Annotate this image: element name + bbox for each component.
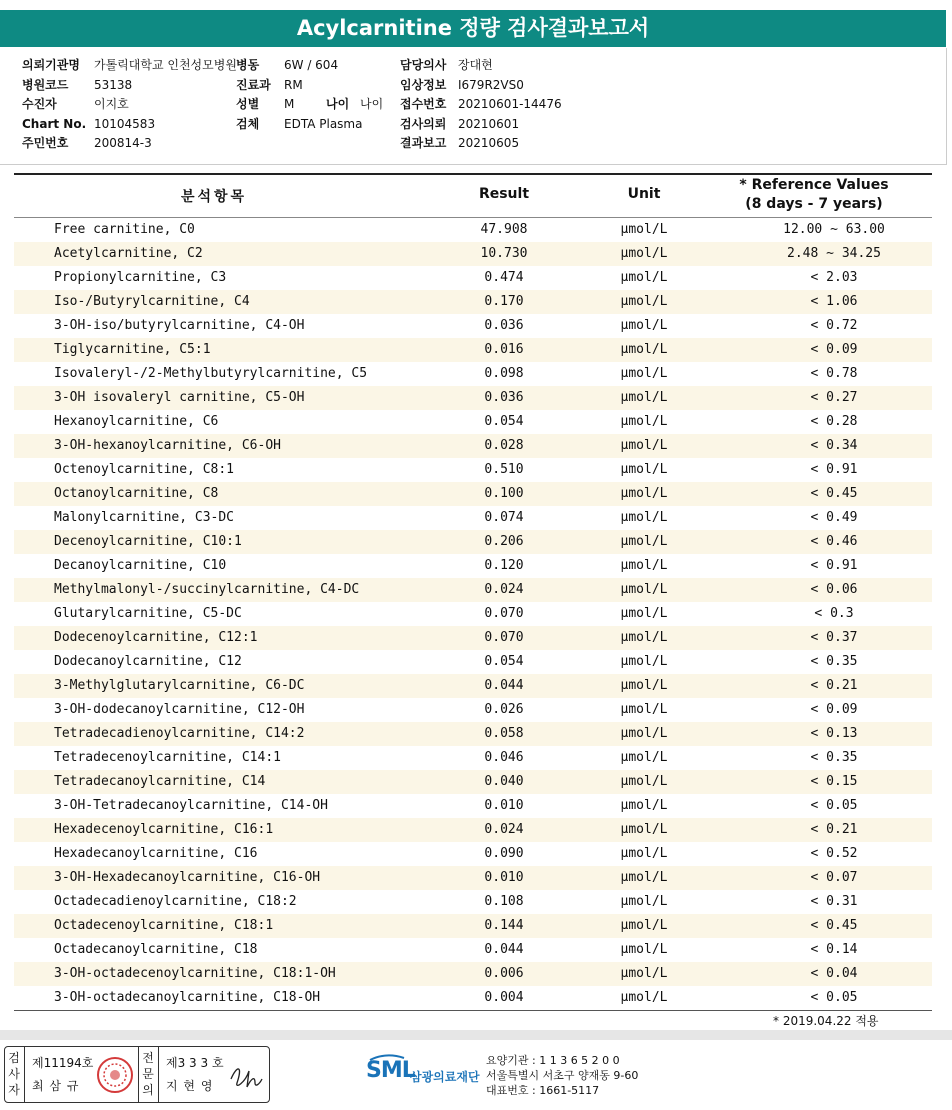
result-value: 0.098 <box>484 366 524 381</box>
analyte-name: 3-OH-Tetradecanoylcarnitine, C14-OH <box>54 798 328 813</box>
table-row <box>14 290 932 314</box>
table-header <box>14 175 932 217</box>
official-seal-icon <box>95 1055 135 1095</box>
value-sex: M <box>284 97 295 111</box>
result-value: 0.090 <box>484 846 524 861</box>
reference-value: < 2.03 <box>810 270 858 285</box>
unit-value: μmol/L <box>620 246 668 261</box>
analyte-name: 3-OH isovaleryl carnitine, C5-OH <box>54 390 305 405</box>
table-row <box>14 434 932 458</box>
value-patient: 이지호 <box>94 97 129 111</box>
reference-value: < 0.15 <box>810 774 858 789</box>
table-row <box>14 890 932 914</box>
analyte-name: 3-OH-iso/butyrylcarnitine, C4-OH <box>54 318 305 333</box>
reference-value: < 0.35 <box>810 654 858 669</box>
reference-value: 12.00 ~ 63.00 <box>783 222 885 237</box>
reference-value: < 0.21 <box>810 822 858 837</box>
result-value: 0.058 <box>484 726 524 741</box>
reference-value: < 0.3 <box>814 606 854 621</box>
unit-value: μmol/L <box>620 846 668 861</box>
table-row <box>14 362 932 386</box>
info-col-2 <box>236 56 383 134</box>
reference-value: < 0.45 <box>810 486 858 501</box>
reference-value: < 0.14 <box>810 942 858 957</box>
doctor-label: 전 문 의 <box>142 1051 154 1097</box>
result-value: 0.036 <box>484 318 524 333</box>
table-bottom-rule <box>14 1010 932 1011</box>
table-row <box>14 962 932 986</box>
footer-separator <box>0 1030 952 1040</box>
analyte-name: Dodecenoylcarnitine, C12:1 <box>54 630 258 645</box>
analyte-name: Octenoylcarnitine, C8:1 <box>54 462 235 477</box>
reference-value: < 0.37 <box>810 630 858 645</box>
value-physician: 장대현 <box>458 58 493 72</box>
value-report-date: 20210605 <box>458 136 520 150</box>
value-clinical-info: I679R2VS0 <box>458 77 524 92</box>
value-institution: 가톨릭대학교 인천성모병원 <box>94 58 237 72</box>
unit-value: μmol/L <box>620 870 668 885</box>
analyte-name: Hexadecanoylcarnitine, C16 <box>54 846 258 861</box>
unit-value: μmol/L <box>620 342 668 357</box>
analyte-name: 3-OH-octadecanoylcarnitine, C18-OH <box>54 990 321 1005</box>
result-value: 47.908 <box>480 222 528 237</box>
result-value: 0.510 <box>484 462 524 477</box>
label-resident-no: 주민번호 <box>22 136 69 150</box>
label-specimen: 검체 <box>236 116 260 131</box>
result-value: 0.144 <box>484 918 524 933</box>
header-ref-range: (8 days - 7 years) <box>745 196 883 212</box>
reference-value: < 0.09 <box>810 342 858 357</box>
result-value: 0.070 <box>484 606 524 621</box>
header-ref-values: * Reference Values <box>739 177 889 193</box>
unit-value: μmol/L <box>620 534 668 549</box>
table-row <box>14 914 932 938</box>
analyte-name: Hexadecenoylcarnitine, C16:1 <box>54 822 274 837</box>
unit-value: μmol/L <box>620 630 668 645</box>
reference-value: < 0.35 <box>810 750 858 765</box>
analyte-name: 3-Methylglutarylcarnitine, C6-DC <box>54 678 305 693</box>
doctor-license-no: 제3 3 3 호 <box>166 1056 224 1070</box>
result-value: 0.024 <box>484 582 524 597</box>
unit-value: μmol/L <box>620 894 668 909</box>
info-col-3 <box>400 56 562 154</box>
reference-value: < 0.06 <box>810 582 858 597</box>
reference-value: < 0.28 <box>810 414 858 429</box>
label-receipt-no: 접수번호 <box>400 97 447 111</box>
unit-value: μmol/L <box>620 942 668 957</box>
reference-value: < 0.21 <box>810 678 858 693</box>
table-row <box>14 266 932 290</box>
analyte-name: Methylmalonyl-/succinylcarnitine, C4-DC <box>54 582 360 597</box>
analyte-name: Octanoylcarnitine, C8 <box>54 486 219 501</box>
result-value: 0.206 <box>484 534 524 549</box>
table-row <box>14 602 932 626</box>
org-name: 삼광의료재단 <box>410 1070 480 1084</box>
table-row <box>14 482 932 506</box>
table-row <box>14 242 932 266</box>
analyte-name: Acetylcarnitine, C2 <box>54 246 203 261</box>
unit-value: μmol/L <box>620 462 668 477</box>
label-physician: 담당의사 <box>400 58 447 72</box>
table-row <box>14 458 932 482</box>
table-row <box>14 338 932 362</box>
reference-value: < 0.49 <box>810 510 858 525</box>
result-value: 0.074 <box>484 510 524 525</box>
table-row <box>14 554 932 578</box>
analyte-name: Malonylcarnitine, C3-DC <box>54 510 235 525</box>
header-result: Result <box>478 186 530 202</box>
table-row <box>14 530 932 554</box>
sml-logo-text: SML <box>366 1058 415 1083</box>
table-row <box>14 842 932 866</box>
label-age: 나이 <box>326 97 350 111</box>
result-value: 0.070 <box>484 630 524 645</box>
unit-value: μmol/L <box>620 606 668 621</box>
reference-value: < 0.27 <box>810 390 858 405</box>
value-chart-no: 10104583 <box>94 116 156 131</box>
reference-value: < 0.13 <box>810 726 858 741</box>
result-value: 10.730 <box>480 246 528 261</box>
analyte-name: Decenoylcarnitine, C10:1 <box>54 534 242 549</box>
analyte-name: Octadecanoylcarnitine, C18 <box>54 942 258 957</box>
results-table-body <box>14 218 932 1010</box>
unit-value: μmol/L <box>620 366 668 381</box>
reference-value: < 0.04 <box>810 966 858 981</box>
value-specimen: EDTA Plasma <box>284 116 363 131</box>
analyte-name: 3-OH-dodecanoylcarnitine, C12-OH <box>54 702 305 717</box>
institution-code: 요양기관 : 1 1 3 6 5 2 0 0 <box>486 1054 620 1067</box>
table-row <box>14 866 932 890</box>
value-request-date: 20210601 <box>458 116 520 131</box>
result-value: 0.044 <box>484 678 524 693</box>
label-institution: 의뢰기관명 <box>22 58 80 72</box>
unit-value: μmol/L <box>620 774 668 789</box>
analyte-name: Free carnitine, C0 <box>54 222 195 237</box>
analyte-name: Tetradecanoylcarnitine, C14 <box>54 774 266 789</box>
value-ward: 6W / 604 <box>284 58 339 72</box>
label-department: 진료과 <box>236 77 271 92</box>
unit-value: μmol/L <box>620 654 668 669</box>
analyte-name: 3-OH-Hexadecanoylcarnitine, C16-OH <box>54 870 321 885</box>
unit-value: μmol/L <box>620 318 668 333</box>
result-value: 0.044 <box>484 942 524 957</box>
reference-footnote: * 2019.04.22 적용 <box>773 1014 879 1028</box>
result-value: 0.040 <box>484 774 524 789</box>
reference-value: < 0.34 <box>810 438 858 453</box>
header-item: 분석항목 <box>180 189 248 205</box>
unit-value: μmol/L <box>620 966 668 981</box>
table-row <box>14 722 932 746</box>
analyte-name: Octadecadienoylcarnitine, C18:2 <box>54 894 297 909</box>
table-row <box>14 674 932 698</box>
signature-box <box>4 1046 270 1103</box>
unit-value: μmol/L <box>620 750 668 765</box>
table-row <box>14 506 932 530</box>
value-resident-no: 200814-3 <box>94 136 152 150</box>
reference-value: < 0.91 <box>810 558 858 573</box>
label-chart-no: Chart No. <box>22 116 87 131</box>
unit-value: μmol/L <box>620 222 668 237</box>
result-value: 0.010 <box>484 798 524 813</box>
unit-value: μmol/L <box>620 822 668 837</box>
label-clinical-info: 임상정보 <box>400 77 447 92</box>
label-ward: 병동 <box>236 58 260 72</box>
analyte-name: Dodecanoylcarnitine, C12 <box>54 654 242 669</box>
reference-value: < 0.46 <box>810 534 858 549</box>
reference-value: < 0.31 <box>810 894 858 909</box>
unit-value: μmol/L <box>620 486 668 501</box>
unit-value: μmol/L <box>620 798 668 813</box>
result-value: 0.120 <box>484 558 524 573</box>
value-hospital-code: 53138 <box>94 77 133 92</box>
result-value: 0.474 <box>484 270 524 285</box>
unit-value: μmol/L <box>620 726 668 741</box>
table-row <box>14 650 932 674</box>
unit-value: μmol/L <box>620 390 668 405</box>
reference-value: < 1.06 <box>810 294 858 309</box>
reference-value: < 0.72 <box>810 318 858 333</box>
result-value: 0.006 <box>484 966 524 981</box>
label-request-date: 검사의뢰 <box>400 116 447 131</box>
analyte-name: Iso-/Butyrylcarnitine, C4 <box>54 294 250 309</box>
label-hospital-code: 병원코드 <box>22 77 69 92</box>
table-row <box>14 314 932 338</box>
table-row <box>14 410 932 434</box>
table-row <box>14 818 932 842</box>
analyte-name: Propionylcarnitine, C3 <box>54 270 227 285</box>
table-row <box>14 626 932 650</box>
table-row <box>14 746 932 770</box>
result-value: 0.170 <box>484 294 524 309</box>
unit-value: μmol/L <box>620 582 668 597</box>
unit-value: μmol/L <box>620 270 668 285</box>
analyte-name: Glutarylcarnitine, C5-DC <box>54 606 242 621</box>
phone-line: 대표번호 : 1661-5117 <box>486 1084 600 1097</box>
result-value: 0.026 <box>484 702 524 717</box>
reference-value: < 0.45 <box>810 918 858 933</box>
unit-value: μmol/L <box>620 558 668 573</box>
label-sex: 성별 <box>236 97 260 111</box>
doctor-signature-icon <box>227 1061 265 1091</box>
reference-value: < 0.09 <box>810 702 858 717</box>
tester-name: 최 삼 규 <box>32 1079 80 1093</box>
table-row <box>14 770 932 794</box>
result-value: 0.010 <box>484 870 524 885</box>
unit-value: μmol/L <box>620 438 668 453</box>
analyte-name: Decanoylcarnitine, C10 <box>54 558 227 573</box>
result-value: 0.100 <box>484 486 524 501</box>
unit-value: μmol/L <box>620 990 668 1005</box>
value-department: RM <box>284 77 303 92</box>
unit-value: μmol/L <box>620 414 668 429</box>
reference-value: < 0.91 <box>810 462 858 477</box>
table-row <box>14 938 932 962</box>
result-value: 0.054 <box>484 654 524 669</box>
result-value: 0.028 <box>484 438 524 453</box>
reference-value: < 0.52 <box>810 846 858 861</box>
result-value: 0.024 <box>484 822 524 837</box>
org-address <box>486 1053 638 1098</box>
table-row <box>14 986 932 1010</box>
reference-value: 2.48 ~ 34.25 <box>787 246 881 261</box>
label-patient: 수진자 <box>22 97 57 111</box>
address-line: 서울특별시 서초구 양재동 9-60 <box>486 1069 639 1082</box>
analyte-name: Tetradecenoylcarnitine, C14:1 <box>54 750 281 765</box>
analyte-name: 3-OH-octadecenoylcarnitine, C18:1-OH <box>54 966 336 981</box>
analyte-name: Tetradecadienoylcarnitine, C14:2 <box>54 726 305 741</box>
result-value: 0.054 <box>484 414 524 429</box>
label-report-date: 결과보고 <box>400 136 447 150</box>
reference-value: < 0.05 <box>810 990 858 1005</box>
result-value: 0.108 <box>484 894 524 909</box>
tester-label: 검 사 자 <box>8 1051 20 1097</box>
analyte-name: Isovaleryl-/2-Methylbutyrylcarnitine, C5 <box>54 366 368 381</box>
reference-value: < 0.05 <box>810 798 858 813</box>
analyte-name: Hexanoylcarnitine, C6 <box>54 414 219 429</box>
analyte-name: 3-OH-hexanoylcarnitine, C6-OH <box>54 438 281 453</box>
analyte-name: Octadecenoylcarnitine, C18:1 <box>54 918 274 933</box>
table-row <box>14 386 932 410</box>
table-row <box>14 218 932 242</box>
unit-value: μmol/L <box>620 702 668 717</box>
value-receipt-no: 20210601-14476 <box>458 97 562 111</box>
result-value: 0.004 <box>484 990 524 1005</box>
header-unit: Unit <box>627 186 661 202</box>
doctor-name: 지 현 영 <box>166 1079 214 1093</box>
table-row <box>14 794 932 818</box>
value-age: 나이 <box>360 97 384 111</box>
result-value: 0.036 <box>484 390 524 405</box>
unit-value: μmol/L <box>620 294 668 309</box>
unit-value: μmol/L <box>620 678 668 693</box>
reference-value: < 0.78 <box>810 366 858 381</box>
tester-license-no: 제11194호 <box>32 1056 94 1070</box>
reference-value: < 0.07 <box>810 870 858 885</box>
table-row <box>14 698 932 722</box>
unit-value: μmol/L <box>620 918 668 933</box>
report-title: Acylcarnitine 정량 검사결과보고서 <box>0 10 946 47</box>
unit-value: μmol/L <box>620 510 668 525</box>
result-value: 0.046 <box>484 750 524 765</box>
info-col-1 <box>22 56 237 154</box>
table-row <box>14 578 932 602</box>
analyte-name: Tiglycarnitine, C5:1 <box>54 342 211 357</box>
result-value: 0.016 <box>484 342 524 357</box>
